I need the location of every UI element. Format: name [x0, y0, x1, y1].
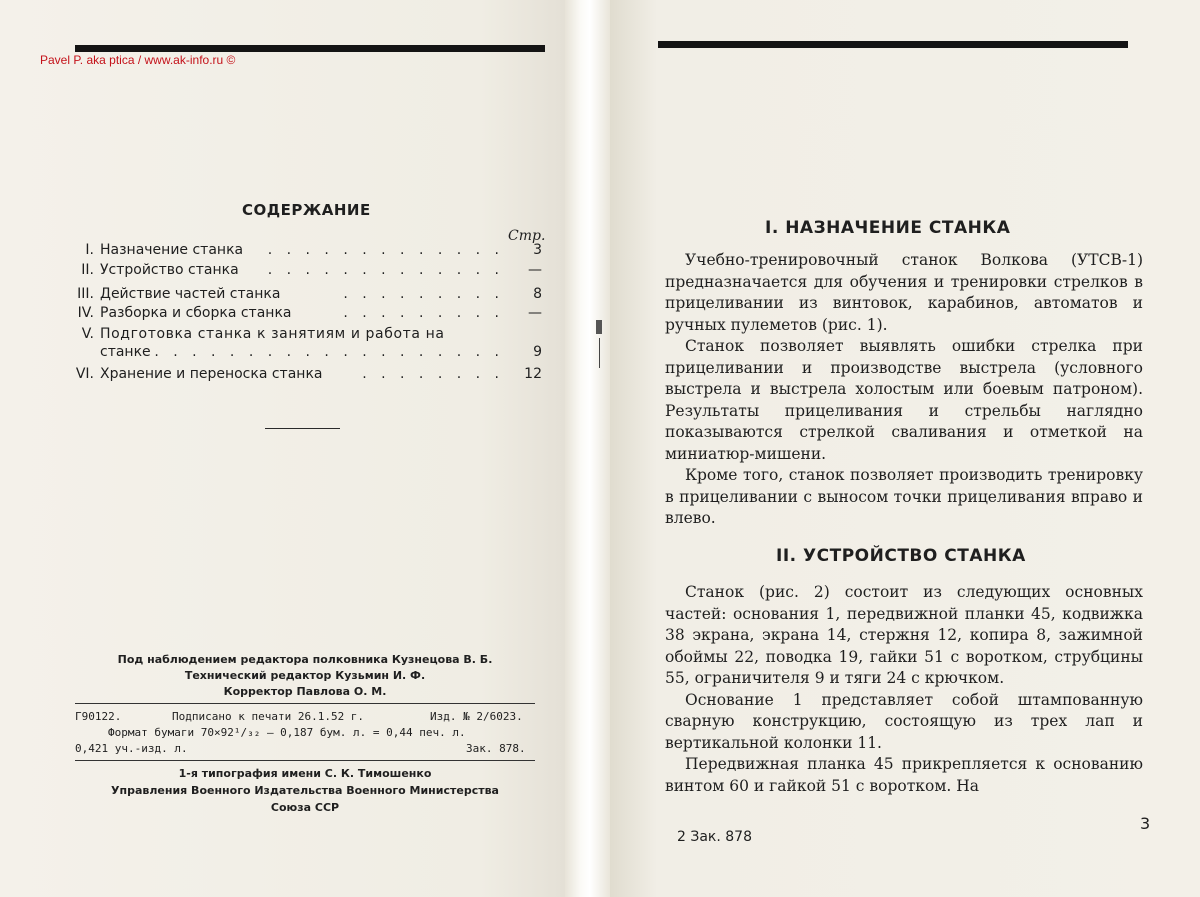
- toc-item-page: —: [528, 305, 542, 321]
- toc-leader-dots: . . . . . . . . . . . . . . . . . . .: [154, 344, 504, 360]
- toc-item: [50, 305, 544, 325]
- divider: [265, 428, 340, 429]
- toc-item-number: VI.: [75, 366, 94, 382]
- page-number: 3: [1140, 814, 1151, 833]
- toc-item-label: Назначение станка: [100, 242, 244, 258]
- toc-item: [50, 262, 544, 282]
- book-gutter: [565, 0, 610, 897]
- toc-item-page: 9: [533, 344, 542, 360]
- toc-item-number: III.: [77, 286, 94, 302]
- toc-leader-dots: . . . . . . . . .: [343, 305, 504, 321]
- imprint-printer: Управления Военного Издательства Военного Министерства: [111, 784, 499, 797]
- imprint-zak: Зак. 878.: [466, 742, 526, 755]
- imprint-code: Г90122.: [75, 710, 122, 723]
- toc-leader-dots: . . . . . . . .: [362, 366, 504, 382]
- toc-item-label: Подготовка станка к занятиям и работа на: [100, 326, 445, 342]
- toc-item: [50, 242, 544, 262]
- toc-item-page: 12: [524, 366, 542, 382]
- toc-item-label: Действие частей станка: [100, 286, 281, 302]
- imprint-printer: 1-я типография имени С. К. Тимошенко: [178, 767, 432, 780]
- left-page: [0, 0, 565, 897]
- imprint-format: Формат бумаги 70×92¹/₃₂ — 0,187 бум. л. = 0,44 печ. л.: [108, 726, 466, 739]
- paragraph: Станок позволяет выявлять ошибки стрелка при прицеливании и производстве выстрела (условного выстрела и выстрела холостым или боевым патроном). Результаты прицеливания и стрельбы наглядно показываются стрелкой сваливания и отметкой на миниатюр-мишени.: [665, 337, 1143, 463]
- imprint-printer: Союза ССР: [270, 801, 340, 814]
- text-block: [665, 582, 1143, 797]
- imprint-corrector: Корректор Павлова О. М.: [223, 685, 387, 698]
- paragraph: Передвижная планка 45 прикрепляется к основанию винтом 60 и гайкой 51 с воротком. На: [665, 755, 1143, 795]
- signature-mark: 2 Зак. 878: [677, 829, 752, 845]
- toc-item: [50, 366, 544, 386]
- toc-item-label-continued: станке: [100, 344, 151, 360]
- section-heading: II. УСТРОЙСТВО СТАНКА: [776, 546, 1026, 566]
- watermark: Pavel P. aka ptica / www.ak-info.ru ©: [40, 53, 236, 67]
- paragraph: Кроме того, станок позволяет производить тренировку в прицеливании с выносом точки прицеливания вправо и влево.: [665, 466, 1143, 527]
- toc-item-continuation: [50, 344, 544, 364]
- toc-leader-dots: . . . . . . . . . . . . .: [267, 242, 504, 258]
- spine-mark: [594, 320, 606, 375]
- toc-item-number: I.: [85, 242, 94, 258]
- paragraph: Учебно-тренировочный станок Волкова (УТСВ-1) предназначается для обучения и тренировки стрелков в прицеливании из винтовок, карабинов, автоматов и ручных пулеметов (рис. 1).: [665, 251, 1143, 334]
- imprint-tech-editor: Технический редактор Кузьмин И. Ф.: [184, 669, 426, 682]
- toc-leader-dots: . . . . . . . . . . . . .: [267, 262, 504, 278]
- imprint-signed: Подписано к печати 26.1.52 г.: [172, 710, 365, 723]
- toc-page-header: Стр.: [508, 228, 546, 244]
- toc-item-number: V.: [81, 326, 94, 342]
- imprint-izd: Изд. № 2/6023.: [430, 710, 523, 723]
- paragraph: Основание 1 представляет собой штампованную сварную конструкцию, состоящую из трех лап и вертикальной колонки 11.: [665, 690, 1143, 752]
- imprint-editor: Под наблюдением редактора полковника Кузнецова В. Б.: [117, 653, 493, 666]
- toc-item: [50, 326, 544, 346]
- toc-item: [50, 286, 544, 306]
- toc-item-number: IV.: [77, 305, 94, 321]
- toc-item-label: Устройство станка: [100, 262, 239, 278]
- toc-item-number: II.: [81, 262, 94, 278]
- imprint-rule: [75, 760, 535, 761]
- imprint-uch: 0,421 уч.-изд. л.: [75, 742, 188, 755]
- toc-title: СОДЕРЖАНИЕ: [242, 201, 371, 219]
- paragraph: Станок (рис. 2) состоит из следующих основных частей: основания 1, передвижной планки 45, кодвижка 38 экрана, экрана 14, стержня 12, копира 8, зажимной обоймы 22, поводка 19, гайки 51 с воротком, струбцины 55, ограничителя 9 и тяги 24 с крючком.: [665, 583, 1143, 687]
- toc-item-label: Хранение и переноска станка: [100, 366, 323, 382]
- toc-item-page: —: [528, 262, 542, 278]
- toc-item-label: Разборка и сборка станка: [100, 305, 292, 321]
- section-heading: I. НАЗНАЧЕНИЕ СТАНКА: [765, 218, 1011, 238]
- toc-leader-dots: . . . . . . . . .: [343, 286, 504, 302]
- toc-item-page: 3: [533, 242, 542, 258]
- text-block: [665, 250, 1143, 530]
- left-top-rule: [75, 45, 545, 52]
- right-top-rule: [658, 41, 1128, 48]
- imprint-rule: [75, 703, 535, 704]
- toc-item-page: 8: [533, 286, 542, 302]
